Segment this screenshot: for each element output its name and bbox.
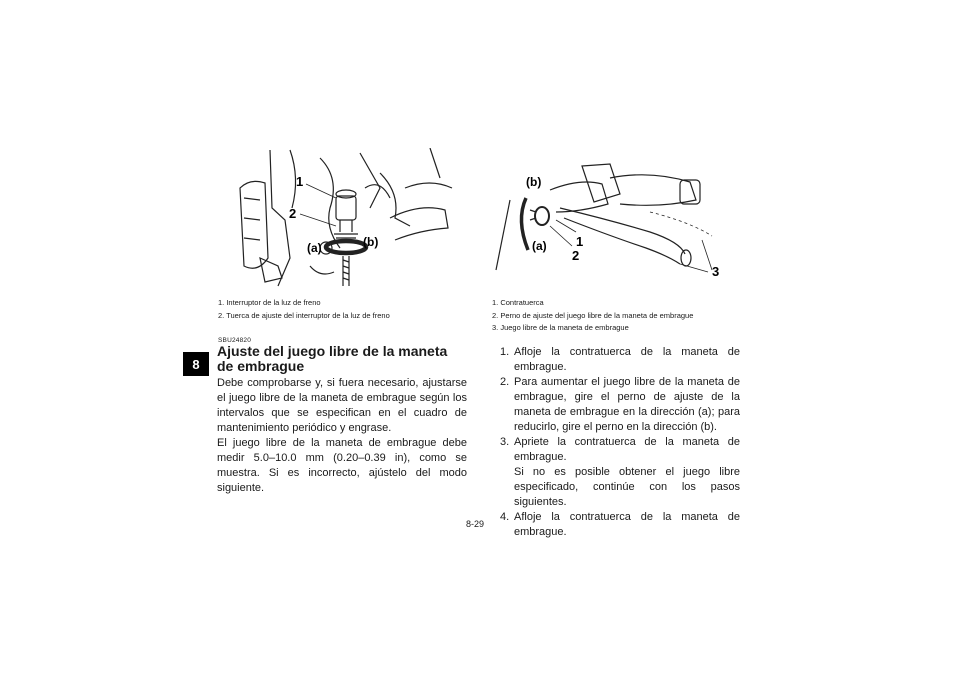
- step-text: Apriete la contratuerca de la maneta de embrague.: [514, 436, 740, 463]
- step-item: [500, 345, 740, 375]
- label-2: 2: [572, 248, 580, 263]
- caption-item: 1. Contratuerca: [492, 298, 544, 307]
- label-1: 1: [296, 174, 304, 189]
- section-title: Ajuste del juego libre de la maneta de embrague: [217, 343, 448, 374]
- label-a: (a): [307, 241, 322, 255]
- step-number: 4.: [500, 511, 510, 523]
- step-text: Para aumentar el juego libre de la maneta de embrague, gire el perno de ajuste de la maneta de embrague en la dirección (a); para reducirlo, gire el perno en la dirección (b).: [514, 376, 740, 433]
- step-item: [500, 375, 740, 435]
- step-number: 3.: [500, 436, 510, 448]
- chapter-tab: 8: [183, 352, 209, 376]
- label-3: 3: [712, 264, 720, 279]
- clutch-lever-illustration: [490, 160, 738, 290]
- step-text: Afloje la contratuerca de la maneta de embrague.: [514, 511, 740, 538]
- step-item: [500, 435, 740, 510]
- body-paragraph: Debe comprobarse y, si fuera necesario, ajustarse el juego libre de la maneta de embrague según los intervalos que se especifican en el cuadro de mantenimiento periódico y engrase.: [217, 377, 467, 434]
- step-number: 1.: [500, 346, 510, 358]
- label-2: 2: [289, 206, 297, 221]
- step-note: Si no es posible obtener el juego libre especificado, continúe con los pasos siguientes.: [514, 466, 740, 508]
- step-text: Afloje la contratuerca de la maneta de embrague.: [514, 346, 740, 373]
- body-paragraph: El juego libre de la maneta de embrague debe medir 5.0–10.0 mm (0.20–0.39 in), como se muestra. Si es incorrecto, ajústelo del modo siguiente.: [217, 437, 467, 494]
- figure-left-caption: [218, 297, 390, 322]
- figure-right-caption: [492, 297, 693, 335]
- section-body: [217, 376, 467, 496]
- step-number: 2.: [500, 376, 510, 388]
- adjustment-steps: [500, 345, 740, 540]
- label-1: 1: [576, 234, 584, 249]
- label-b: (b): [363, 235, 379, 249]
- caption-item: 1. Interruptor de la luz de freno: [218, 298, 321, 307]
- section-code: SBU24820: [218, 337, 252, 344]
- caption-item: 2. Perno de ajuste del juego libre de la maneta de embrague: [492, 310, 694, 320]
- brake-light-switch-illustration: [230, 148, 454, 288]
- label-a: (a): [532, 239, 547, 253]
- caption-item: 3. Juego libre de la maneta de embrague: [492, 323, 629, 332]
- step-item: [500, 510, 740, 540]
- label-b: (b): [526, 175, 542, 189]
- caption-item: 2. Tuerca de ajuste del interruptor de la luz de freno: [218, 310, 390, 320]
- page-number: 8-29: [466, 519, 485, 529]
